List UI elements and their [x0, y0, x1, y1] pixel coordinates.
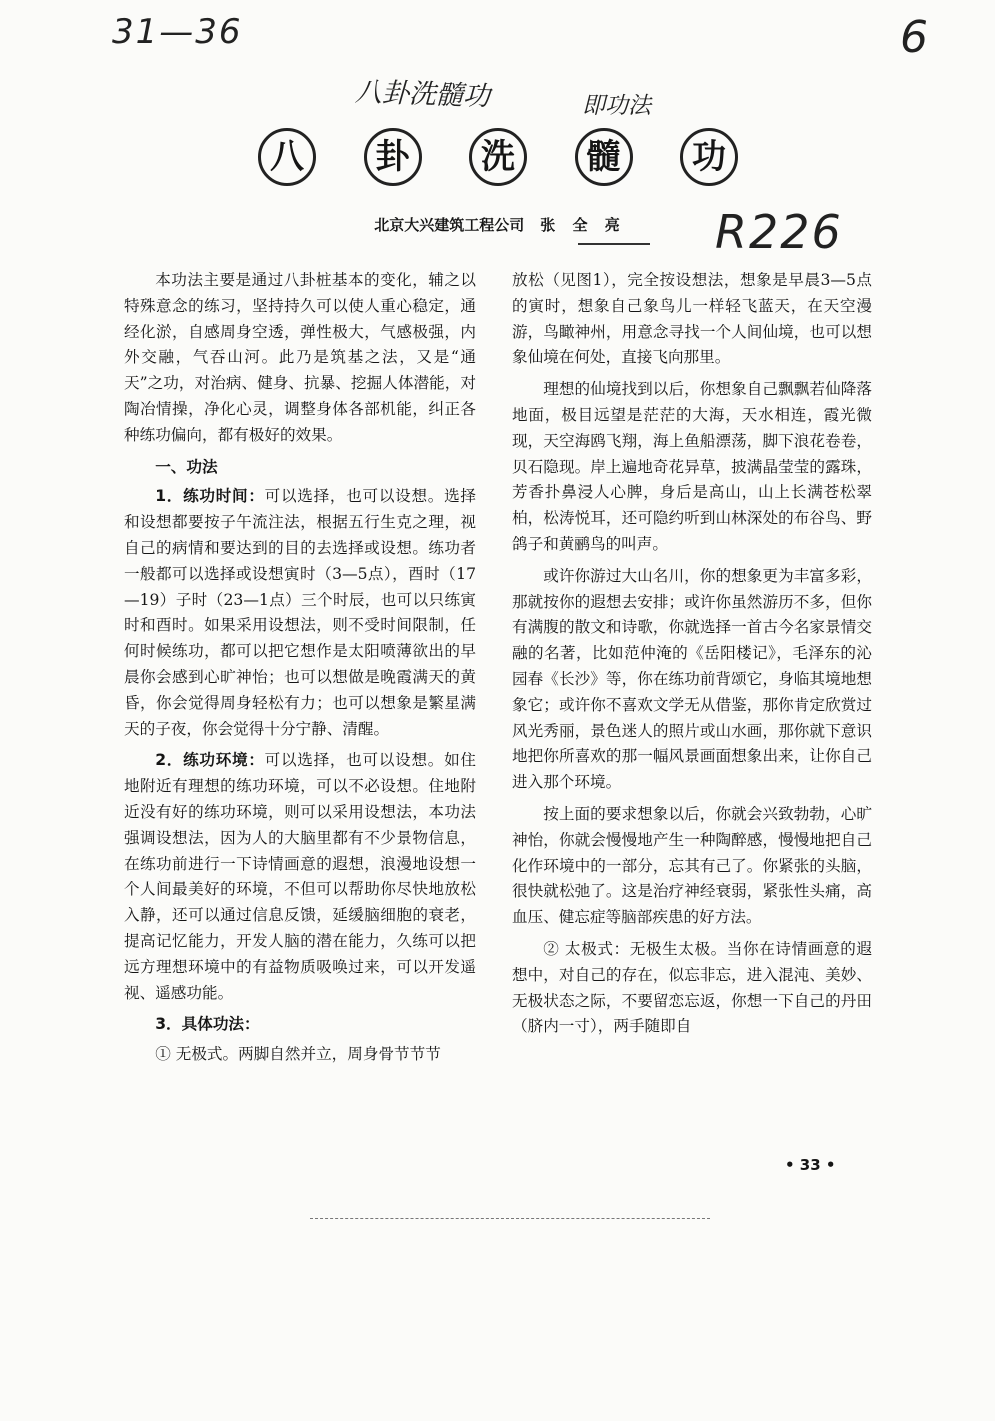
- imagination-paragraph: 或许你游过大山名川，你的想象更为丰富多彩，那就按你的遐想去安排；或许你虽然游历不多，但你有满腹的散文和诗歌，你就选择一首古今名家景情交融的名著，比如范仲淹的《岳阳楼记》，毛泽东的沁园春《长沙》等，你在练功前背颂它，身临其境地想象它；或许你不喜欢文学无从借鉴，那你肯定欣赏过风光秀丽，景色迷人的照片或山水画，那你就下意识地把你所喜欢的那一幅风景画面想象出来，让你自己进入那个环境。: [512, 566, 872, 792]
- effect-paragraph: 按上面的要求想象以后，你就会兴致勃勃，心旷神怡，你就会慢慢地产生一种陶醉感，慢慢地把自己化作环境中的一部分，忘其有己了。你紧张的头脑，很快就松弛了。这是治疗神经衰弱，紧张性头痛，高血压、健忘症等脑部疾患的好方法。: [512, 804, 872, 927]
- paragraph-body: 可以选择，也可以设想。选择和设想都要按子午流注法，根据五行生克之理，视自己的病情和要达到的目的去选择或设想。练功者一般都可以选择或设想寅时（3—5点），酉时（17—19）子时（23—1点）三个时辰，也可以只练寅时和酉时。如果采用设想法，则不受时间限制，任何时候练功，都可以把它想作是太阳喷薄欲出的早晨你会感到心旷神怡；也可以想做是晚霞满天的黄昏，你会觉得周身轻松有力；也可以想象是繁星满天的子夜，你会觉得十分宁静、清醒。: [124, 487, 476, 738]
- footer-rule: [310, 1218, 710, 1219]
- wuji-paragraph: ① 无极式。两脚自然并立，周身骨节节节: [155, 1045, 441, 1064]
- paragraph-lead: 1．练功时间：: [155, 487, 265, 506]
- title-char: 洗: [469, 128, 527, 186]
- section-heading: 一、功法: [155, 457, 218, 476]
- handwritten-catalog-code: R226: [715, 205, 843, 259]
- handwritten-title-note: 八卦洗髓功: [354, 76, 491, 113]
- title-char: 功: [680, 128, 738, 186]
- author: 张 全 亮: [540, 216, 626, 234]
- handwritten-page-tag: 6: [900, 12, 928, 63]
- left-column: [124, 268, 476, 1074]
- right-column: [512, 268, 872, 1046]
- page-number: • 33 •: [785, 1156, 836, 1174]
- paragraph-lead: 2．练功环境：: [155, 751, 265, 770]
- practice-time-paragraph: [124, 484, 476, 742]
- continued-paragraph: 放松（见图1），完全按设想法，想象是早晨3—5点的寅时，想象自己象鸟儿一样轻飞蓝天，在天空漫游，鸟瞰神州，用意念寻找一个人间仙境，也可以想象仙境在何处，直接飞向那里。: [512, 271, 872, 367]
- affiliation: 北京大兴建筑工程公司: [374, 216, 525, 234]
- fairyland-paragraph: 理想的仙境找到以后，你想象自己飘飘若仙降落地面，极目远望是茫茫的大海，天水相连，霞光微现，天空海鸥飞翔，海上鱼船漂荡，脚下浪花卷卷，贝石隐现。岸上遍地奇花异草，披满晶莹莹的露珠，芳香扑鼻浸人心脾，身后是高山，山上长满苍松翠柏，松涛悦耳，还可隐约听到山林深处的布谷鸟、野鸽子和黄鹂鸟的叫声。: [512, 380, 872, 553]
- intro-paragraph: 本功法主要是通过八卦桩基本的变化，辅之以特殊意念的练习，坚持持久可以使人重心稳定，通经化淤，自感周身空透，弹性极大，气感极强，内外交融，气吞山河。此乃是筑基之法，又是“通天”之功，对治病、健身、抗暴、挖掘人体潜能，对陶冶情操，净化心灵，调整身体各部机能，纠正各种练功偏向，都有极好的效果。: [124, 271, 476, 444]
- handwritten-page-range: 31—36: [112, 12, 243, 52]
- title-char: 髓: [575, 128, 633, 186]
- practice-environment-paragraph: [124, 748, 476, 1006]
- taiji-paragraph: ② 太极式：无极生太极。当你在诗情画意的遐想中，对自己的存在，似忘非忘，进入混沌、美妙、无极状态之际，不要留恋忘返，你想一下自己的丹田（脐内一寸），两手随即自: [512, 939, 872, 1036]
- byline: [300, 214, 700, 235]
- title-char: 八: [258, 128, 316, 186]
- subsection-heading: 3．具体功法：: [155, 1015, 260, 1034]
- paragraph-body: 可以选择，也可以设想。如住地附近有理想的练功环境，可以不必设想。住地附近没有好的练功环境，则可以采用设想法，本功法强调设想法，因为人的大脑里都有不少景物信息，在练功前进行一下诗情画意的遐想，浪漫地设想一个人间最美好的环境，不但可以帮助你尽快地放松入静，还可以通过信息反馈，延缓脑细胞的衰老，提高记忆能力，开发人脑的潜在能力，久练可以把远方理想环境中的有益物质吸唤过来，可以开发遥视、遥感功能。: [124, 751, 476, 1002]
- article-title: [258, 128, 738, 190]
- handwritten-side-note: 即功法: [582, 93, 651, 119]
- handwritten-underline: [578, 243, 650, 245]
- title-char: 卦: [364, 128, 422, 186]
